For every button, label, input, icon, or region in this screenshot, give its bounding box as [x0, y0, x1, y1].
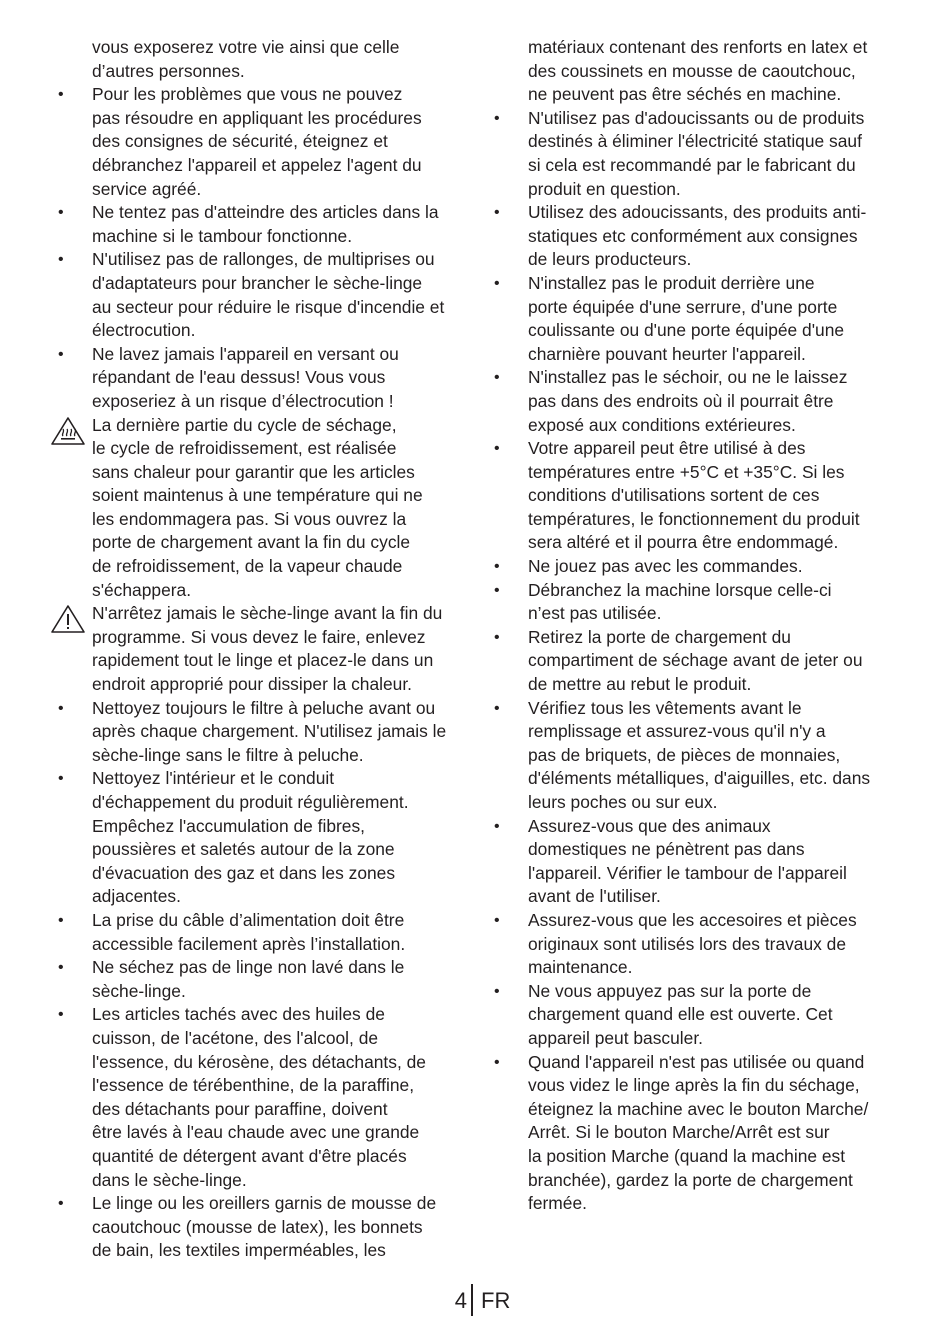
bullet-item [50, 956, 470, 1003]
bullet-item [50, 1003, 470, 1192]
item-text: Ne séchez pas de linge non lavé dans le sèche-linge. [92, 957, 405, 1001]
warning-icon [50, 604, 86, 634]
bullet-item [486, 437, 900, 555]
bullet-icon: • [58, 251, 64, 269]
item-text: Le linge ou les oreillers garnis de mousse de caoutchouc (mousse de latex), les bonnets de bain, les textiles imperméables, les [92, 1193, 437, 1261]
bullet-item [486, 107, 900, 201]
item-text: N'utilisez pas d'adoucissants ou de produits destinés à éliminer l'électricité statique sauf si cela est recommandé par le fabricant du produit en question. [528, 107, 865, 199]
item-text: Ne jouez pas avec les commandes. [528, 556, 803, 577]
bullet-icon: • [494, 204, 500, 222]
bullet-item [486, 697, 900, 815]
bullet-icon: • [494, 581, 500, 599]
bullet-icon: • [494, 699, 500, 717]
right-column [486, 36, 900, 1216]
item-text: Ne tentez pas d'atteindre des articles dans la machine si le tambour fonctionne. [92, 202, 439, 246]
continued-text [50, 36, 470, 83]
bullet-item [50, 909, 470, 956]
bullet-icon: • [494, 911, 500, 929]
bullet-icon: • [58, 86, 64, 104]
item-text: N'installez pas le produit derrière une porte équipée d'une serrure, d'une porte coulissante ou d'une porte équipée d'une charnière pouvant heurter l'appareil. [528, 272, 845, 364]
item-text: N'installez pas le séchoir, ou ne le laissez pas dans des endroits où il pourrait être exposé aux conditions extérieures. [528, 367, 848, 435]
bullet-icon: • [58, 1006, 64, 1024]
language-code: FR [481, 1288, 511, 1313]
left-column [50, 36, 470, 1263]
bullet-item [50, 83, 470, 201]
item-text: Ne vous appuyez pas sur la porte de chargement quand elle est ouverte. Cet appareil peut basculer. [528, 980, 833, 1048]
bullet-icon: • [494, 274, 500, 292]
item-text: Retirez la porte de chargement du compartiment de séchage avant de jeter ou de mettre au rebut le produit. [528, 626, 863, 695]
bullet-item [486, 201, 900, 272]
bullet-item [486, 272, 900, 366]
item-text: Quand l'appareil n'est pas utilisée ou quand vous videz le linge après la fin du séchage, éteignez la machine avec le bouton Marche/ Arrêt. Si le bouton Marche/Arrêt est sur la position Marche (quand la machine est branchée), gardez la porte de chargement fermée. [528, 1051, 869, 1214]
item-text: Nettoyez l'intérieur et le conduit d'échappement du produit régulièrement. Empêchez l'accumulation de fibres, poussières et saletés autour de la zone d'évacuation des gaz et dans les zones adjacentes. [92, 768, 409, 907]
bullet-icon: • [58, 1195, 64, 1213]
bullet-icon: • [494, 1053, 500, 1071]
item-text: La prise du câble d’alimentation doit être accessible facilement après l’installation. [92, 909, 406, 954]
bullet-item [50, 697, 470, 768]
footer-divider [471, 1284, 473, 1316]
item-text: Nettoyez toujours le filtre à peluche avant ou après chaque chargement. N'utilisez jamais le sèche-linge sans le filtre à peluche. [92, 697, 447, 765]
item-text: Débranchez la machine lorsque celle-ci n’est pas utilisée. [528, 579, 832, 624]
bullet-item [50, 343, 470, 414]
bullet-icon: • [494, 109, 500, 127]
bullet-icon: • [494, 558, 500, 576]
item-text: Votre appareil peut être utilisé à des températures entre +5°C et +35°C. Si les conditions d'utilisations sortent de ces températures, le fonctionnement du produit sera altéré et il pourra être endommagé. [528, 438, 860, 553]
item-text: Vérifiez tous les vêtements avant le remplissage et assurez-vous qu'il n'y a pas de briquets, de pièces de monnaies, d'éléments métalliques, d'aiguilles, etc. dans leurs poches ou sur eux. [528, 697, 871, 812]
bullet-icon: • [494, 817, 500, 835]
item-text: Assurez-vous que des animaux domestiques ne pénètrent pas dans l'appareil. Vérifier le tambour de l'appareil avant de l'utiliser. [528, 815, 847, 907]
bullet-item [486, 909, 900, 980]
bullet-icon: • [58, 959, 64, 977]
bullet-item [50, 248, 470, 342]
item-text: Les articles tachés avec des huiles de cuisson, de l'acétone, des l'alcool, de l'essence, du kérosène, des détachants, de l'essence de térébenthine, de la paraffine, des détachants pour paraffine, doivent être lavés à l'eau chaude avec une grande quantité de détergent avant d'être placés dans le sèche-linge. [92, 1004, 426, 1190]
bullet-item [486, 579, 900, 626]
bullet-item [486, 1051, 900, 1216]
item-text: Ne lavez jamais l'appareil en versant ou répandant de l'eau dessus! Vous vous exposeriez à un risque d’électrocution ! [92, 343, 399, 411]
item-text: Assurez-vous que les accesoires et pièces originaux sont utilisés lors des travaux de maintenance. [528, 909, 857, 978]
bullet-item [50, 201, 470, 248]
item-text: N'utilisez pas de rallonges, de multiprises ou d'adaptateurs pour brancher le sèche-linge au secteur pour réduire le risque d'incendie et électrocution. [92, 249, 445, 341]
bullet-icon: • [58, 699, 64, 717]
hot-surface-warning-icon [50, 416, 86, 446]
bullet-item [50, 767, 470, 909]
bullet-icon: • [494, 369, 500, 387]
bullet-item [486, 980, 900, 1051]
item-text: Utilisez des adoucissants, des produits anti- statiques etc conformément aux consignes de leurs producteurs. [528, 202, 867, 270]
continued-text [486, 36, 900, 107]
bullet-item [486, 555, 900, 579]
bullet-item [486, 815, 900, 909]
page-footer [0, 1288, 950, 1318]
item-text: La dernière partie du cycle de séchage, le cycle de refroidissement, est réalisée sans chaleur pour garantir que les articles soient maintenus à une température qui ne les endommagera pas. Si vous ouvrez la porte de chargement avant la fin du cycle de refroidissement, de la vapeur chaude s'échappera. [92, 414, 423, 600]
bullet-icon: • [58, 770, 64, 788]
page-number: 4 [454, 1288, 467, 1313]
bullet-icon: • [494, 440, 500, 458]
bullet-icon: • [58, 345, 64, 363]
bullet-icon: • [58, 911, 64, 929]
item-text: vous exposerez votre vie ainsi que celle d’autres personnes. [92, 37, 400, 81]
bullet-icon: • [58, 204, 64, 222]
item-text: Pour les problèmes que vous ne pouvez pas résoudre en appliquant les procédures des consignes de sécurité, éteignez et débranchez l'appareil et appelez l'agent du service agréé. [92, 84, 422, 199]
bullet-icon: • [494, 982, 500, 1000]
item-text: matériaux contenant des renforts en latex et des coussinets en mousse de caoutchouc, ne peuvent pas être séchés en machine. [528, 37, 868, 105]
bullet-item [486, 626, 900, 697]
bullet-item [50, 1192, 470, 1263]
item-text: N'arrêtez jamais le sèche-linge avant la fin du programme. Si vous devez le faire, enlevez rapidement tout le linge et placez-le dans un endroit approprié pour dissiper la chaleur. [92, 603, 443, 695]
warning-item [50, 414, 470, 603]
bullet-item [486, 366, 900, 437]
warning-item [50, 602, 470, 696]
bullet-icon: • [494, 628, 500, 646]
